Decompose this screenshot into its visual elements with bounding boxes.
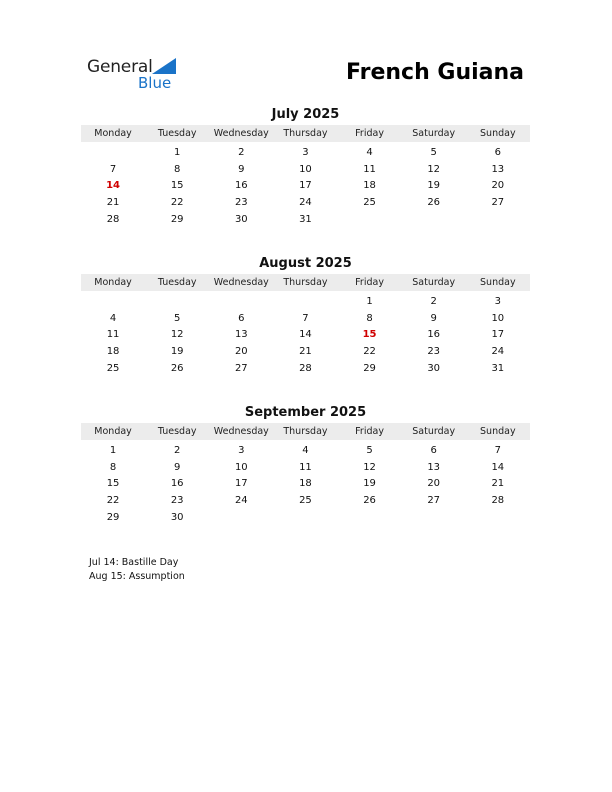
day-cell: 25 xyxy=(106,362,120,374)
day-cell: 9 xyxy=(174,461,181,473)
day-cell: 11 xyxy=(106,329,120,341)
weekday-header: Friday xyxy=(355,277,384,288)
day-cell: 15 xyxy=(106,478,120,490)
day-cell: 10 xyxy=(299,163,312,175)
day-cell: 31 xyxy=(299,213,312,225)
day-cell: 11 xyxy=(299,461,312,473)
day-cell: 3 xyxy=(238,444,245,456)
day-cell: 30 xyxy=(234,213,248,225)
weekday-header: Tuesday xyxy=(157,426,197,437)
weekday-header: Sunday xyxy=(480,277,516,288)
weekday-header: Friday xyxy=(355,426,384,437)
day-cell: 23 xyxy=(170,494,184,506)
day-cell: 21 xyxy=(106,196,120,208)
week-row xyxy=(81,161,530,178)
day-cell: 12 xyxy=(427,163,441,175)
week-row xyxy=(81,326,530,343)
day-cell: 29 xyxy=(170,213,184,225)
day-cell: 22 xyxy=(170,196,184,208)
month-july xyxy=(81,107,530,227)
weekday-header: Saturday xyxy=(412,277,456,288)
day-cell: 4 xyxy=(366,146,373,158)
day-cell: 31 xyxy=(491,362,505,374)
week-row xyxy=(81,310,530,327)
logo-triangle-icon xyxy=(152,58,176,74)
weekday-header: Thursday xyxy=(283,426,328,437)
day-cell: 25 xyxy=(299,494,312,506)
weekday-header: Monday xyxy=(94,128,132,139)
day-cell: 19 xyxy=(363,478,376,490)
week-row xyxy=(81,492,530,509)
weeks-grid xyxy=(81,142,530,227)
day-cell: 14 xyxy=(491,461,505,473)
day-cell: 12 xyxy=(170,329,184,341)
day-cell: 8 xyxy=(174,163,181,175)
day-cell: 9 xyxy=(238,163,245,175)
day-cell: 26 xyxy=(427,196,441,208)
day-cell: 22 xyxy=(106,494,120,506)
weekday-header: Sunday xyxy=(480,128,516,139)
day-cell: 15 xyxy=(362,329,377,341)
day-cell: 24 xyxy=(299,196,312,208)
day-cell: 28 xyxy=(491,494,505,506)
day-cell: 17 xyxy=(234,478,248,490)
week-row xyxy=(81,360,530,377)
day-cell: 27 xyxy=(427,494,441,506)
weeks-grid xyxy=(81,291,530,376)
holiday-note: Aug 15: Assumption xyxy=(89,571,185,582)
weekday-header-row xyxy=(81,423,530,440)
day-cell: 18 xyxy=(363,180,376,192)
day-cell: 19 xyxy=(427,180,441,192)
weekday-header: Wednesday xyxy=(213,426,269,437)
weekday-header-row xyxy=(81,125,530,142)
day-cell: 12 xyxy=(363,461,376,473)
week-row xyxy=(81,475,530,492)
month-title: July 2025 xyxy=(271,107,340,122)
day-cell: 29 xyxy=(363,362,376,374)
day-cell: 21 xyxy=(491,478,505,490)
weekday-header: Thursday xyxy=(283,128,328,139)
logo-general-text: General xyxy=(87,57,153,77)
day-cell: 17 xyxy=(491,329,505,341)
day-cell: 28 xyxy=(299,362,312,374)
weekday-header: Thursday xyxy=(283,277,328,288)
day-cell: 11 xyxy=(363,163,376,175)
day-cell: 18 xyxy=(106,345,120,357)
day-cell: 14 xyxy=(299,329,312,341)
weekday-header: Monday xyxy=(94,426,132,437)
country-title: French Guiana xyxy=(345,60,524,85)
day-cell: 16 xyxy=(170,478,184,490)
day-cell: 8 xyxy=(109,461,117,473)
day-cell: 24 xyxy=(234,494,248,506)
day-cell: 7 xyxy=(494,444,501,456)
day-cell: 8 xyxy=(366,312,373,324)
day-cell: 16 xyxy=(427,329,441,341)
day-cell: 20 xyxy=(427,478,441,490)
day-cell: 3 xyxy=(302,146,309,158)
week-row xyxy=(81,211,530,228)
month-title: September 2025 xyxy=(244,405,367,420)
day-cell: 29 xyxy=(106,511,120,523)
day-cell: 13 xyxy=(491,163,505,175)
weeks-grid xyxy=(81,440,530,525)
week-row xyxy=(81,194,530,211)
day-cell: 21 xyxy=(299,345,312,357)
day-cell: 30 xyxy=(427,362,441,374)
day-cell: 7 xyxy=(109,163,117,175)
day-cell: 23 xyxy=(427,345,441,357)
day-cell: 13 xyxy=(427,461,441,473)
day-cell: 15 xyxy=(170,180,184,192)
holiday-note: Jul 14: Bastille Day xyxy=(89,557,179,568)
day-cell: 26 xyxy=(170,362,184,374)
weekday-header: Saturday xyxy=(412,128,456,139)
day-cell: 4 xyxy=(302,444,309,456)
day-cell: 6 xyxy=(494,146,501,158)
day-cell: 27 xyxy=(234,362,248,374)
day-cell: 27 xyxy=(491,196,505,208)
week-row xyxy=(81,177,530,194)
week-row xyxy=(81,144,530,161)
day-cell: 13 xyxy=(234,329,248,341)
day-cell: 3 xyxy=(494,295,501,307)
day-cell: 6 xyxy=(430,444,437,456)
weekday-header: Wednesday xyxy=(213,277,269,288)
day-cell: 5 xyxy=(366,444,373,456)
day-cell: 1 xyxy=(109,444,117,456)
day-cell: 2 xyxy=(238,146,245,158)
holiday-notes xyxy=(89,556,185,584)
week-row xyxy=(81,343,530,360)
generalblue-logo xyxy=(87,56,187,92)
day-cell: 2 xyxy=(430,295,437,307)
day-cell: 30 xyxy=(170,511,184,523)
day-cell: 1 xyxy=(366,295,373,307)
day-cell: 1 xyxy=(174,146,181,158)
day-cell: 18 xyxy=(299,478,312,490)
day-cell: 10 xyxy=(491,312,505,324)
day-cell: 4 xyxy=(109,312,117,324)
day-cell: 17 xyxy=(299,180,312,192)
day-cell: 5 xyxy=(174,312,181,324)
day-cell: 20 xyxy=(234,345,248,357)
day-cell: 26 xyxy=(363,494,376,506)
day-cell: 2 xyxy=(174,444,181,456)
week-row xyxy=(81,293,530,310)
day-cell: 6 xyxy=(238,312,245,324)
month-title: August 2025 xyxy=(259,256,352,271)
month-september xyxy=(81,405,530,525)
day-cell: 20 xyxy=(491,180,505,192)
logo-blue-text: Blue xyxy=(138,74,172,92)
day-cell: 24 xyxy=(491,345,505,357)
weekday-header: Saturday xyxy=(412,426,456,437)
week-row xyxy=(81,459,530,476)
day-cell: 23 xyxy=(234,196,248,208)
day-cell: 28 xyxy=(106,213,120,225)
weekday-header: Tuesday xyxy=(157,277,197,288)
week-row xyxy=(81,509,530,526)
day-cell: 10 xyxy=(234,461,248,473)
weekday-header: Tuesday xyxy=(157,128,197,139)
weekday-header: Sunday xyxy=(480,426,516,437)
day-cell: 9 xyxy=(430,312,437,324)
weekday-header-row xyxy=(81,274,530,291)
day-cell: 7 xyxy=(302,312,309,324)
day-cell: 25 xyxy=(363,196,376,208)
weekday-header: Monday xyxy=(94,277,132,288)
weekday-header: Friday xyxy=(355,128,384,139)
day-cell: 14 xyxy=(106,180,121,192)
week-row xyxy=(81,442,530,459)
day-cell: 16 xyxy=(234,180,248,192)
weekday-header: Wednesday xyxy=(213,128,269,139)
day-cell: 22 xyxy=(363,345,376,357)
day-cell: 19 xyxy=(170,345,184,357)
day-cell: 5 xyxy=(430,146,437,158)
month-august xyxy=(81,256,530,376)
